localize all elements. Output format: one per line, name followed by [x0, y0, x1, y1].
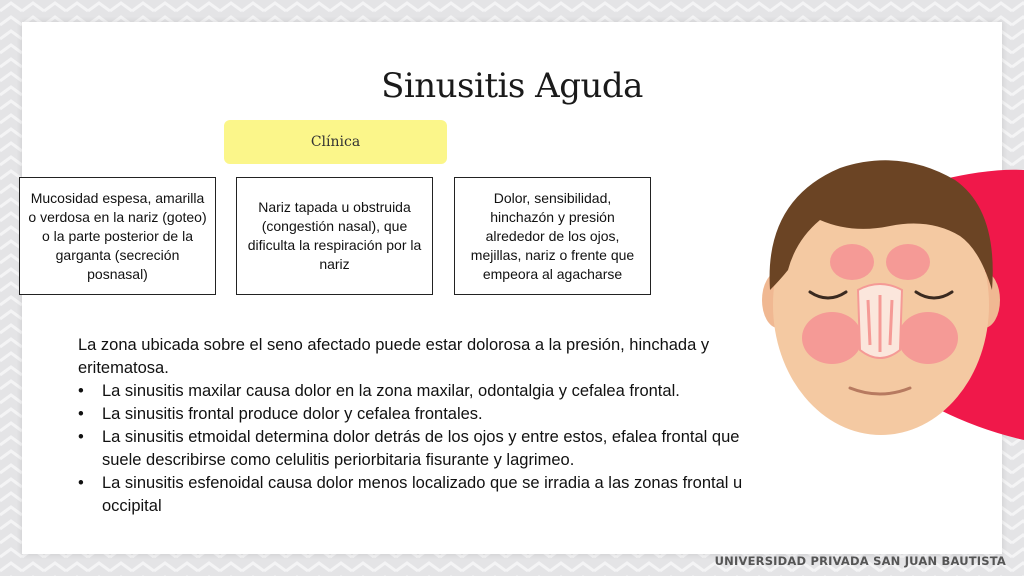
bullet-item: • La sinusitis esfenoidal causa dolor menos localizado que se irradia a las zonas frontal u occipital — [102, 472, 758, 518]
frontal-sinus-right — [886, 244, 930, 280]
symptom-box-dolor — [454, 177, 651, 295]
description-block — [78, 334, 758, 518]
university-footer: UNIVERSIDAD PRIVADA SAN JUAN BAUTISTA — [714, 554, 1006, 568]
symptom-text: Mucosidad espesa, amarilla o verdosa en la nariz (goteo) o la parte posterior de la garganta (secreción posnasal) — [28, 189, 207, 282]
symptom-text: Dolor, sensibilidad, hinchazón y presión alrededor de los ojos, mejillas, nariz o frente que empeora al agacharse — [470, 189, 635, 282]
sinus-face-illustration — [740, 140, 1024, 470]
bullet-list — [78, 380, 758, 518]
maxillary-sinus-right — [898, 312, 958, 364]
bullet-item: • La sinusitis frontal produce dolor y cefalea frontales. — [102, 403, 758, 426]
frontal-sinus-left — [830, 244, 874, 280]
bullet-item: • La sinusitis etmoidal determina dolor detrás de los ojos y entre estos, efalea frontal que suele describirse como celulitis periorbitaria fisurante y lagrimeo. — [102, 426, 758, 472]
symptom-box-congestion — [236, 177, 433, 295]
intro-paragraph: La zona ubicada sobre el seno afectado puede estar dolorosa a la presión, hinchada y eritematosa. — [78, 336, 710, 377]
symptom-text: Nariz tapada u obstruida (congestión nasal), que dificulta la respiración por la nariz — [247, 199, 422, 272]
maxillary-sinus-left — [802, 312, 862, 364]
clinica-label: Clínica — [224, 120, 447, 164]
bullet-item: • La sinusitis maxilar causa dolor en la zona maxilar, odontalgia y cefalea frontal. — [102, 380, 758, 403]
symptom-box-mucosidad — [19, 177, 216, 295]
slide-title: Sinusitis Aguda — [381, 66, 643, 106]
